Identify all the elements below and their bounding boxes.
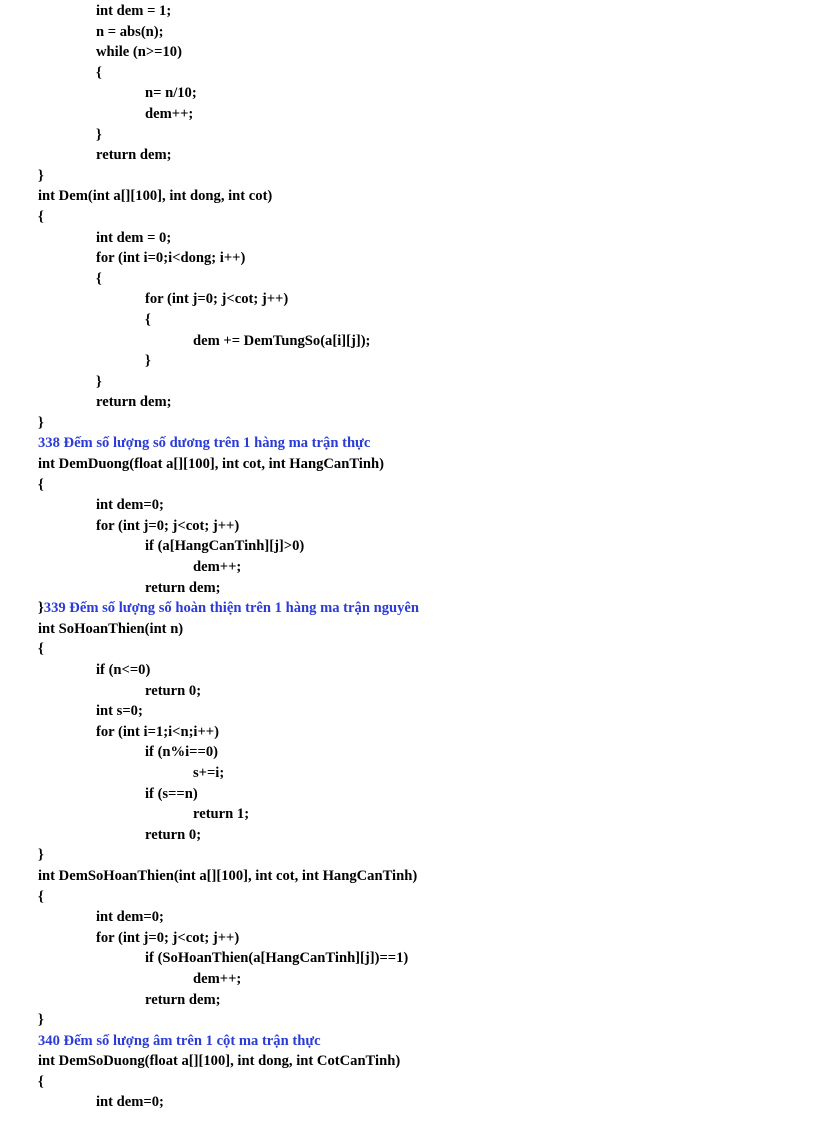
section-heading-text: 339 Đếm số lượng số hoàn thiện trên 1 hàng ma trận nguyên (43, 600, 419, 617)
code-line (38, 907, 798, 928)
document-page (38, 1, 798, 1113)
code-line (38, 948, 798, 969)
code-text: { (38, 641, 44, 658)
code-line (38, 269, 798, 290)
code-text: if (a[HangCanTinh][j]>0) (145, 538, 305, 555)
code-text: for (int j=0; j<cot; j++) (96, 517, 240, 534)
code-line (38, 784, 798, 805)
code-line (38, 186, 798, 207)
code-text: return dem; (145, 991, 221, 1008)
code-line (38, 1051, 798, 1072)
code-line (38, 1092, 798, 1113)
code-text: } (38, 167, 44, 184)
code-text: int DemSoDuong(float a[][100], int dong, int CotCanTinh) (38, 1053, 401, 1070)
code-text: if (n%i==0) (145, 744, 218, 761)
code-line (38, 351, 798, 372)
code-text: s+=i; (193, 764, 225, 781)
code-text: return dem; (145, 579, 221, 596)
code-line (38, 660, 798, 681)
code-text: int dem=0; (96, 497, 164, 514)
code-text: int dem=0; (96, 1094, 164, 1111)
code-text: n= n/10; (145, 85, 197, 102)
code-line (38, 619, 798, 640)
code-line (38, 763, 798, 784)
code-line (38, 166, 798, 187)
code-text: int DemDuong(float a[][100], int cot, int HangCanTinh) (38, 456, 384, 473)
code-line (38, 454, 798, 475)
code-text: while (n>=10) (96, 44, 182, 61)
code-line (38, 681, 798, 702)
section-heading (38, 1031, 798, 1052)
code-line (38, 825, 798, 846)
code-line (38, 804, 798, 825)
code-line (38, 1010, 798, 1031)
code-line (38, 63, 798, 84)
code-line (38, 578, 798, 599)
code-text: if (n<=0) (96, 662, 151, 678)
code-line (38, 372, 798, 393)
code-line (38, 495, 798, 516)
code-text: } (38, 1012, 44, 1029)
code-line (38, 207, 798, 228)
code-line (38, 83, 798, 104)
code-line (38, 969, 798, 990)
section-heading (38, 433, 798, 454)
code-line (38, 413, 798, 434)
code-text: { (38, 208, 44, 225)
code-line (38, 104, 798, 125)
code-text: int dem=0; (96, 909, 164, 926)
code-line (38, 145, 798, 166)
code-text: dem++; (193, 559, 242, 576)
code-line (38, 228, 798, 249)
code-line (38, 392, 798, 413)
code-line (38, 536, 798, 557)
code-text: } (38, 847, 44, 864)
code-text: { (96, 64, 102, 81)
code-line (38, 722, 798, 743)
code-text: for (int i=0;i<dong; i++) (96, 250, 246, 267)
code-text: dem++; (145, 105, 194, 122)
code-text: return dem; (96, 394, 172, 411)
code-text: for (int j=0; j<cot; j++) (96, 929, 240, 946)
code-text: dem += DemTungSo(a[i][j]); (193, 332, 371, 349)
code-text: for (int i=1;i<n;i++) (96, 723, 219, 740)
code-text: { (38, 1073, 44, 1090)
code-text: dem++; (193, 970, 242, 987)
code-line (38, 701, 798, 722)
code-text: } (96, 126, 102, 143)
code-line (38, 331, 798, 352)
code-line (38, 598, 798, 619)
code-line (38, 1072, 798, 1093)
code-text: } (38, 414, 44, 431)
code-text: return 1; (193, 806, 250, 823)
code-line (38, 125, 798, 146)
section-heading-text: 340 Đếm số lượng âm trên 1 cột ma trận thực (38, 1032, 321, 1049)
code-text: n = abs(n); (96, 23, 164, 40)
code-line (38, 990, 798, 1011)
code-line (38, 639, 798, 660)
code-text: { (38, 888, 44, 905)
code-text: int DemSoHoanThien(int a[][100], int cot, int HangCanTinh) (38, 867, 418, 884)
code-line (38, 887, 798, 908)
code-text: { (38, 476, 44, 493)
code-text: int dem = 0; (96, 229, 172, 246)
code-line (38, 845, 798, 866)
code-line (38, 742, 798, 763)
code-text: { (96, 270, 102, 287)
code-text: return dem; (96, 147, 172, 164)
code-text: for (int j=0; j<cot; j++) (145, 291, 289, 308)
code-line (38, 42, 798, 63)
code-line (38, 289, 798, 310)
code-line (38, 557, 798, 578)
code-text: } (145, 353, 151, 370)
code-line (38, 310, 798, 331)
section-heading-text: 338 Đếm số lượng số dương trên 1 hàng ma trận thực (38, 435, 371, 452)
code-text: { (145, 311, 151, 328)
code-text: int SoHoanThien(int n) (38, 620, 184, 637)
code-text: int Dem(int a[][100], int dong, int cot) (38, 188, 273, 205)
code-text: int dem = 1; (96, 3, 172, 19)
code-text: } (96, 373, 102, 390)
code-line (38, 866, 798, 887)
code-line (38, 248, 798, 269)
code-line (38, 1, 798, 22)
code-text: return 0; (145, 826, 202, 843)
code-line (38, 516, 798, 537)
code-line (38, 928, 798, 949)
code-line (38, 475, 798, 496)
code-line (38, 22, 798, 43)
code-text: return 0; (145, 682, 202, 699)
code-text: } (38, 600, 44, 617)
code-text: if (SoHoanThien(a[HangCanTinh][j])==1) (145, 950, 409, 967)
code-text: if (s==n) (145, 785, 198, 802)
code-text: int s=0; (96, 703, 143, 720)
